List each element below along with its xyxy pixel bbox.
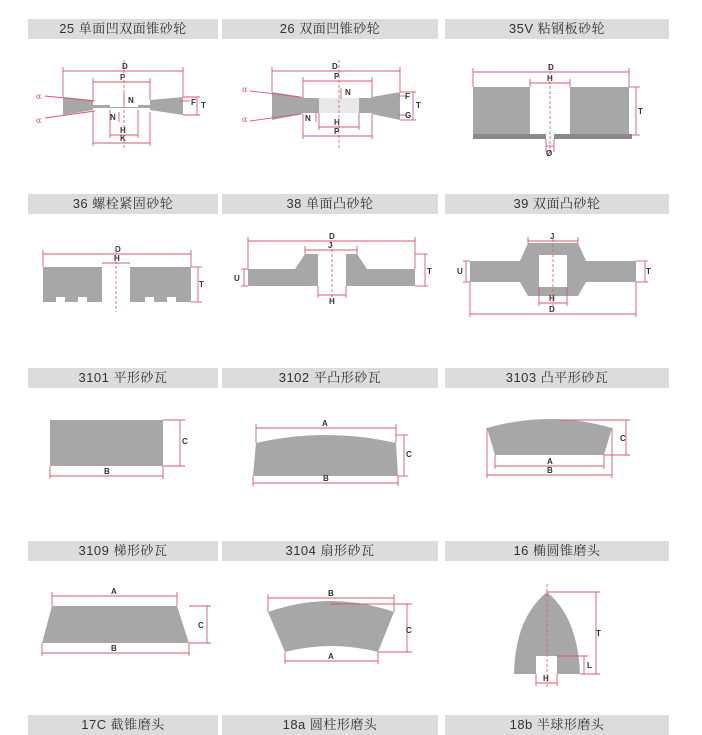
figure-36 xyxy=(38,240,218,315)
dim-h: H xyxy=(329,297,335,306)
dim-j: J xyxy=(328,241,333,250)
header-18a: 18a 圆柱形磨头 xyxy=(222,715,438,735)
dim-f: F xyxy=(191,98,196,107)
figure-35v xyxy=(465,60,645,160)
figure-3101 xyxy=(45,415,195,483)
dim-d: D xyxy=(122,62,128,71)
dim-n-top: N xyxy=(128,96,134,105)
dim-p-top: P xyxy=(334,72,340,81)
dim-d: D xyxy=(549,305,555,314)
dim-c: C xyxy=(406,450,412,459)
dim-a: A xyxy=(547,457,553,466)
dim-h: H xyxy=(114,254,120,263)
header-35v: 35V 粘钢板砂轮 xyxy=(445,19,669,39)
dim-a: A xyxy=(111,587,117,596)
dim-p: P xyxy=(120,73,126,82)
dim-t: T xyxy=(596,629,601,638)
figure-3109 xyxy=(38,585,218,660)
header-26: 26 双面凹锥砂轮 xyxy=(222,19,438,39)
alpha-top: α xyxy=(36,92,42,101)
dim-t: T xyxy=(646,267,651,276)
dim-h: H xyxy=(334,118,340,127)
figure-3102 xyxy=(245,415,420,490)
segment-body xyxy=(42,606,189,643)
figure-25 xyxy=(30,55,220,155)
alpha-top: α xyxy=(242,85,248,94)
dim-d: D xyxy=(548,63,554,72)
dim-p-bottom: P xyxy=(334,127,340,136)
figure-16 xyxy=(505,580,620,690)
dim-a: A xyxy=(328,652,334,661)
dim-n-bottom: N xyxy=(110,113,116,122)
dim-h: H xyxy=(543,674,549,683)
segment-body xyxy=(487,419,612,455)
alpha-bottom: α xyxy=(242,115,248,124)
dim-d: D xyxy=(332,62,338,71)
dim-c: C xyxy=(620,434,626,443)
dim-f: F xyxy=(405,92,410,101)
header-36: 36 螺栓紧固砂轮 xyxy=(28,194,218,214)
dim-u: U xyxy=(457,267,463,276)
header-18b: 18b 半球形磨头 xyxy=(445,715,669,735)
dim-b: B xyxy=(111,644,117,653)
figure-26 xyxy=(235,55,425,155)
dim-c: C xyxy=(198,621,204,630)
dim-b: B xyxy=(104,467,110,476)
header-38: 38 单面凸砂轮 xyxy=(222,194,438,214)
dim-t: T xyxy=(416,101,421,110)
dim-c: C xyxy=(182,437,188,446)
dim-t: T xyxy=(201,101,206,110)
dim-h: H xyxy=(120,126,126,135)
dim-t: T xyxy=(427,267,432,276)
dim-b: B xyxy=(328,589,334,598)
header-39: 39 双面凸砂轮 xyxy=(445,194,669,214)
header-3109: 3109 梯形砂瓦 xyxy=(28,541,218,561)
header-3104: 3104 扇形砂瓦 xyxy=(222,541,438,561)
dim-phi: Ø xyxy=(546,149,553,158)
figure-39 xyxy=(455,228,655,323)
dim-l: L xyxy=(587,661,592,670)
alpha-bottom: α xyxy=(36,116,42,125)
segment-body xyxy=(50,420,163,466)
dim-n-bottom: N xyxy=(305,114,311,123)
dim-h: H xyxy=(547,74,553,83)
dim-d: D xyxy=(329,232,335,241)
dim-b: B xyxy=(547,466,553,475)
dim-a: A xyxy=(322,419,328,428)
dim-t: T xyxy=(638,107,643,116)
segment-body xyxy=(253,435,398,476)
figure-3104 xyxy=(260,585,420,665)
header-3102: 3102 平凸形砂瓦 xyxy=(222,368,438,388)
dim-g: G xyxy=(405,111,412,120)
figure-3103 xyxy=(480,410,640,485)
dim-j: J xyxy=(550,232,555,241)
figure-38 xyxy=(230,232,440,307)
dim-t: T xyxy=(199,280,204,289)
header-3101: 3101 平形砂瓦 xyxy=(28,368,218,388)
header-25: 25 单面凹双面锥砂轮 xyxy=(28,19,218,39)
dim-u: U xyxy=(234,274,240,283)
dim-b: B xyxy=(323,474,329,483)
header-3103: 3103 凸平形砂瓦 xyxy=(445,368,669,388)
segment-body xyxy=(268,601,394,652)
header-16: 16 椭圆锥磨头 xyxy=(445,541,669,561)
dim-h: H xyxy=(549,294,555,303)
dim-k: K xyxy=(120,134,126,143)
dim-n-top: N xyxy=(345,88,351,97)
dim-d: D xyxy=(115,245,121,254)
header-17c: 17C 截锥磨头 xyxy=(28,715,218,735)
dim-c: C xyxy=(406,626,412,635)
shank-hole xyxy=(536,656,557,674)
